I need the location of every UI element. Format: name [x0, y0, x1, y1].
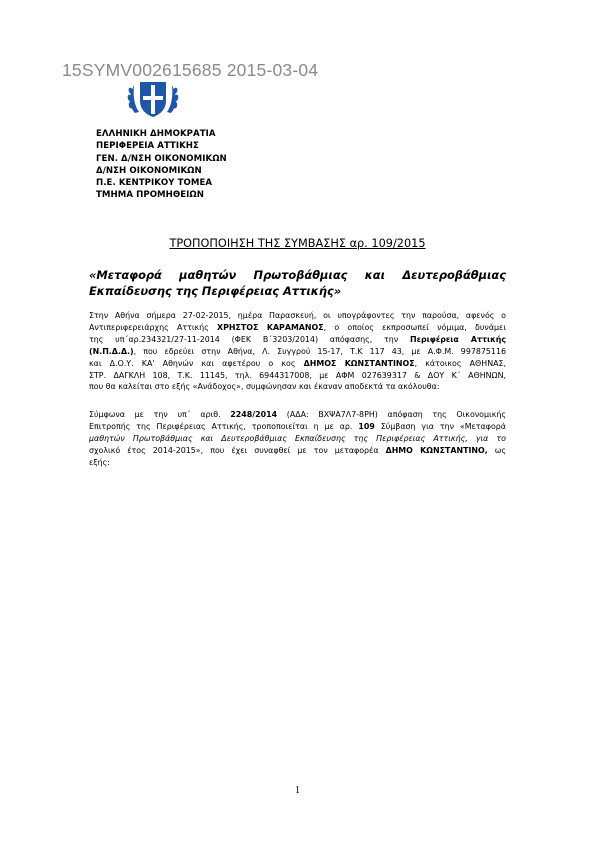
- header-line-region: ΠΕΡΙΦΕΡΕΙΑ ΑΤΤΙΚΗΣ: [96, 141, 199, 152]
- text-run: , κάτοικος ΑΘΗΝΑΣ,: [414, 358, 506, 368]
- carrier-name: ΔΗΜΟ ΚΩΝΣΤΑΝΤΙΝΟ,: [385, 445, 488, 455]
- deputy-governor-name: ΧΡΗΣΤΟΣ ΚΑΡΑΜΑΝΟΣ: [217, 322, 324, 332]
- text-run: , ο οποίος εκπροσωπεί νόμιμα, δυνάμει: [323, 322, 506, 332]
- contract-subject: [89, 267, 506, 299]
- text-run: ως: [487, 445, 506, 455]
- text-run: Επιτροπής της Περιφέρειας Αττικής, τροποποιείται η με αρ.: [89, 421, 359, 431]
- paragraph-line: εξής:: [89, 457, 110, 467]
- paragraph-line: [89, 358, 506, 370]
- header-line-republic: ΕΛΛΗΝΙΚΗ ΔΗΜΟΚΡΑΤΙΑ: [96, 129, 216, 139]
- paragraph-line: [89, 409, 506, 421]
- page-number: 1: [295, 785, 300, 796]
- decision-number: 2248/2014: [230, 410, 278, 419]
- paragraph-line: [89, 334, 506, 346]
- greek-coat-of-arms-icon: [125, 79, 181, 119]
- subject-line-1: «Μεταφορά μαθητών Πρωτοβάθμιας και Δευτεροβάθμιας: [89, 268, 506, 282]
- subject-line-2: Εκπαίδευσης της Περιφέρειας Αττικής»: [89, 284, 342, 298]
- text-run: και Δ.Ο.Υ. ΚΑ' Αθηνών και αφετέρου ο κος: [89, 358, 304, 368]
- header-line-directorate: Δ/ΝΣΗ ΟΙΚΟΝΟΜΙΚΩΝ: [96, 165, 202, 176]
- text-run: Αντιπεριφερειάρχης Αττικής: [89, 322, 218, 332]
- paragraph-amendment: [89, 409, 506, 469]
- document-title: ΤΡΟΠΟΠΟΙΗΣΗ ΤΗΣ ΣΥΜΒΑΣΗΣ αρ. 109/2015: [169, 237, 426, 250]
- text-run: , που εδρεύει στην Αθήνα, Λ. Συγγρού 15-17, Τ.Κ 117 43, με Α.Φ.Μ. 997875116: [133, 346, 506, 356]
- text-run: (ΑΔΑ: ΒΧΨΑ7Λ7-8ΡΗ) απόφαση της Οικονομικής: [277, 410, 506, 419]
- paragraph-line: Στην Αθήνα σήμερα 27-02-2015, ημέρα Παρασκευή, οι υπογράφοντες την παρούσα, αφενός ο: [89, 311, 506, 320]
- text-run: Σύμβαση για την «Μεταφορά: [374, 421, 506, 431]
- text-run: σχολικό έτος 2014-2015», που έχει συναφθεί με τον μεταφορέα: [89, 445, 386, 455]
- contract-number: 109: [358, 421, 375, 431]
- paragraph-line: [89, 322, 506, 334]
- text-run: Σύμφωνα με την υπ΄ αριθ.: [89, 410, 231, 419]
- paragraph-line: [89, 421, 506, 433]
- paragraph-line: που θα καλείται στο εξής «Ανάδοχος», συμφώνησαν και έκαναν αποδεκτά τα ακόλουθα:: [89, 382, 440, 392]
- legal-entity-type: (Ν.Π.Δ.Δ.): [89, 346, 134, 356]
- contractor-name: ΔΗΜΟΣ ΚΩΝΣΤΑΝΤΙΝΟΣ: [303, 358, 415, 368]
- document-id-stamp: 15SYMV002615685 2015-03-04: [62, 60, 319, 80]
- paragraph-line: [89, 346, 506, 358]
- region-name: Περιφέρεια Αττικής: [409, 334, 506, 344]
- paragraph-parties: [89, 310, 506, 393]
- issuing-authority-header: [96, 128, 227, 202]
- paragraph-line: μαθητών Πρωτοβάθμιας και Δευτεροβάθμιας Εκπαίδευσης της Περιφέρειας Αττικής, για το: [89, 433, 506, 443]
- text-run: της υπ΄αρ.234321/27-11-2014 (ΦΕΚ Β΄3203/2014) απόφασης, την: [89, 334, 410, 344]
- header-line-department: ΤΜΗΜΑ ΠΡΟΜΗΘΕΙΩΝ: [96, 190, 205, 201]
- paragraph-line: ΣΤΡ. ΔΑΓΚΛΗ 108, Τ.Κ. 11145, τηλ. 6944317008, με ΑΦΜ 027639317 & ΔΟΥ Κ΄ ΑΘΗΝΩΝ,: [89, 370, 506, 380]
- header-line-regional-unit: Π.Ε. ΚΕΝΤΡΙΚΟΥ ΤΟΜΕΑ: [96, 178, 213, 189]
- paragraph-line: [89, 445, 506, 457]
- header-line-general-directorate: ΓΕΝ. Δ/ΝΣΗ ΟΙΚΟΝΟΜΙΚΩΝ: [96, 153, 227, 164]
